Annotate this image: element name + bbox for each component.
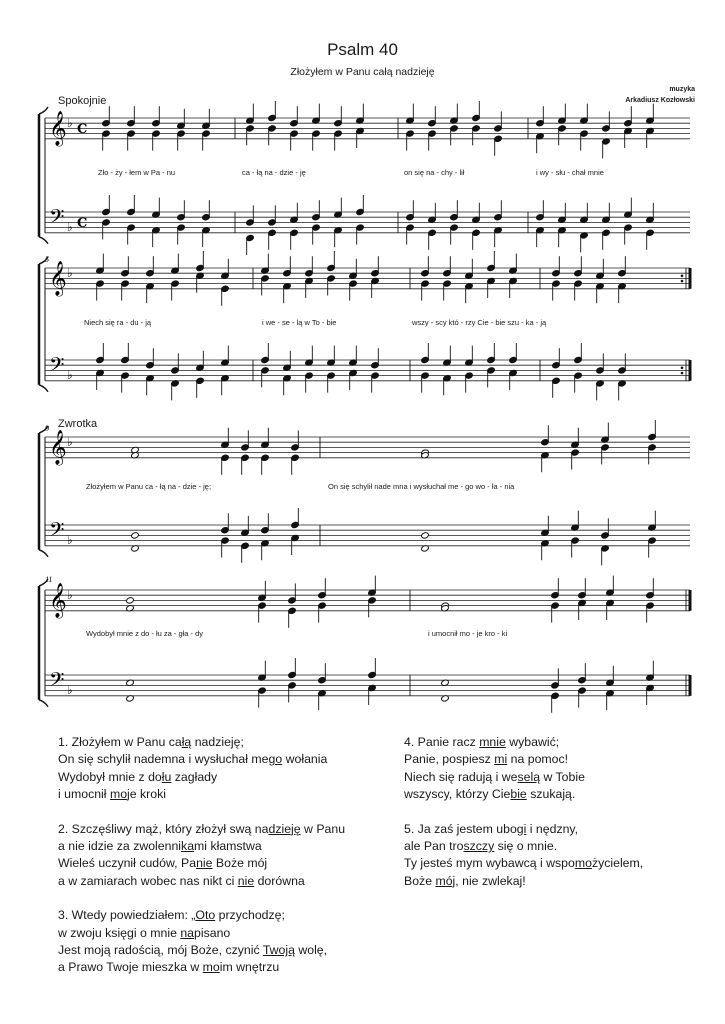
- verse-1: [58, 734, 345, 804]
- verse-text: Wieleś uczynił cudów, Pa: [58, 856, 197, 871]
- verse-line: [58, 959, 345, 976]
- verse-text: życielem,: [591, 856, 644, 871]
- verse-text: wołania: [282, 752, 328, 767]
- verse-line: [58, 734, 345, 751]
- verse-text: Niech się radują i we: [404, 769, 518, 784]
- verse-text: Ty jesteś mym wybawcą i wspo: [404, 856, 575, 871]
- lyrics-m2: ca - łą na - dzie - ję: [242, 168, 306, 177]
- verse-text: się o mnie.: [494, 839, 558, 854]
- verse-line: [58, 873, 345, 890]
- verse-line: [404, 821, 643, 838]
- verse-text: 4. Panie racz: [404, 735, 480, 749]
- stressed-syllable: szczy: [463, 839, 495, 854]
- repeat-dot: [681, 280, 684, 283]
- verse-text: a Prawo Twoje mieszka w: [58, 960, 203, 975]
- lyrics-m9: Złożyłem w Panu ca - łą na - dzie - ję;: [86, 482, 212, 491]
- lyrics-m10: On się schylił nade mna i wysłuchał me - go wo - ła - nia: [328, 482, 515, 491]
- verse-text: 2. Szczęśliwy mąż, który złożył swą na: [58, 821, 269, 836]
- verse-text: wolę,: [294, 943, 328, 958]
- verse-text: zagłady: [171, 769, 218, 784]
- score-system: [39, 101, 690, 255]
- verse-4: [404, 734, 643, 804]
- flat-icon: ♭: [67, 588, 73, 602]
- flat-icon: ♭: [67, 683, 73, 697]
- tempo-marking: Spokojnie: [58, 95, 107, 107]
- verse-text: a nie idzie za zwolenni: [58, 839, 182, 854]
- verse-line: [404, 873, 643, 890]
- verse-text: ale Pan tro: [404, 839, 464, 854]
- verse-line: [404, 734, 643, 751]
- verse-2: [58, 821, 345, 891]
- composer-name: Arkadiusz Kozłowski: [625, 97, 695, 104]
- bass-clef-icon: 𝄢: [49, 518, 65, 546]
- treble-clef-icon: 𝄞: [49, 261, 67, 296]
- verses-right-column: [404, 734, 643, 907]
- treble-clef-icon: 𝄞: [49, 430, 67, 465]
- repeat-dot: [681, 275, 684, 278]
- flat-icon: ♭: [67, 220, 73, 234]
- note-head: [126, 597, 135, 604]
- flat-icon: ♭: [67, 266, 73, 280]
- bass-clef-icon: 𝄢: [49, 668, 65, 696]
- page-title: Psalm 40: [327, 40, 398, 59]
- verse-text: i umocnił: [58, 787, 110, 802]
- verse-5: [404, 821, 643, 891]
- verse-text: nadzieję;: [191, 735, 244, 749]
- verse-line: [58, 821, 345, 838]
- time-signature-icon: C: [77, 122, 88, 137]
- verse-text: 5. Ja zaś jestem ubo: [404, 821, 517, 836]
- lyrics-m12: i umocnił mo - je kro - ki: [428, 629, 508, 638]
- verse-line: [58, 942, 345, 959]
- verse-text: mi kłamstwa: [194, 839, 262, 854]
- repeat-dot: [681, 372, 684, 375]
- flat-icon: ♭: [67, 368, 73, 382]
- score-systems: [39, 101, 690, 713]
- measure-number-5: 5: [45, 255, 49, 264]
- stressed-syllable: go: [268, 752, 283, 767]
- lyrics-m6: i we - se - lą w To - bie: [262, 318, 337, 327]
- verse-text: w Tobie: [540, 769, 585, 784]
- verse-line: [404, 786, 643, 803]
- stressed-syllable: mo: [109, 787, 128, 802]
- verse-text: im wnętrzu: [219, 960, 280, 975]
- verse-text: na pomoc!: [507, 752, 569, 767]
- stressed-syllable: łą: [181, 735, 192, 749]
- verse-text: wybawić;: [505, 735, 560, 749]
- stressed-syllable: gi: [516, 821, 527, 836]
- score-system: [39, 576, 690, 713]
- verse-line: [404, 751, 643, 768]
- repeat-dot: [681, 367, 684, 370]
- flat-icon: ♭: [67, 435, 73, 449]
- verse-text: w Panu: [300, 821, 346, 836]
- verse-line: [404, 855, 643, 872]
- treble-clef-icon: 𝄞: [49, 111, 67, 146]
- stressed-syllable: łu: [161, 769, 172, 784]
- stressed-syllable: mój: [435, 873, 456, 888]
- stressed-syllable: mo: [202, 960, 220, 975]
- stressed-syllable: mo: [574, 856, 592, 871]
- verse-text: Jest moją radością, mój Boże, czynić: [58, 943, 263, 958]
- verse-line: [404, 769, 643, 786]
- verse-text: a w zamiarach wobec nas nikt ci: [58, 873, 238, 888]
- section-label: Zwrotka: [58, 418, 98, 430]
- page-subtitle: Złożyłem w Panu całą nadzieję: [290, 66, 435, 78]
- treble-clef-icon: 𝄞: [49, 583, 67, 618]
- verse-text: i nędzny,: [526, 821, 579, 836]
- time-signature-icon: C: [77, 216, 88, 231]
- composer-label: muzyka: [669, 86, 695, 93]
- stressed-syllable: mi: [494, 752, 508, 767]
- verse-line: [58, 751, 345, 768]
- verse-text: szukają.: [526, 787, 576, 802]
- lyrics-m11: Wydobył mnie z do - łu za - gła - dy: [86, 629, 204, 638]
- flat-icon: ♭: [67, 533, 73, 547]
- flat-icon: ♭: [67, 116, 73, 130]
- verse-text: Wydobył mnie z do: [58, 769, 162, 784]
- lyrics-m5: Niech się ra - du - ją: [84, 318, 152, 327]
- lyrics-m7: wszy - scy któ - rzy Cie - bie szu - ka - ją: [412, 318, 547, 327]
- verse-text: pisano: [194, 925, 231, 940]
- score-system: [39, 420, 690, 565]
- verse-text: 3. Wtedy powiedziałem: „: [58, 908, 196, 923]
- stressed-syllable: ka: [181, 839, 195, 854]
- verse-text: 1. Złożyłem w Panu ca: [58, 735, 182, 749]
- verse-text: wszyscy, którzy Cie: [404, 787, 511, 802]
- bracket-hook: [39, 237, 48, 244]
- verse-line: [58, 769, 345, 786]
- verse-line: [58, 855, 345, 872]
- stressed-syllable: nie: [237, 873, 255, 888]
- bracket-hook: [39, 700, 48, 707]
- stressed-syllable: bie: [510, 787, 527, 802]
- verse-line: [58, 907, 345, 924]
- stressed-syllable: nie: [196, 856, 213, 871]
- bass-clef-icon: 𝄢: [49, 353, 65, 381]
- measure-number-9: 9: [45, 424, 49, 433]
- verse-text: w zwoju księgi o mnie: [58, 925, 181, 940]
- note-head: [131, 532, 140, 539]
- verse-text: Panie, pospiesz: [404, 752, 495, 767]
- stressed-syllable: selą: [517, 769, 541, 784]
- verse-line: [58, 925, 345, 942]
- note-head: [421, 532, 430, 539]
- lyrics-m1: Zło - ży - łem w Pa - nu: [98, 168, 176, 177]
- bracket-hook: [39, 107, 48, 114]
- verse-text: , nie zwlekaj!: [455, 873, 526, 888]
- bracket-hook: [39, 385, 48, 392]
- verse-text: przychodzę;: [215, 908, 285, 923]
- stressed-syllable: Twoją: [262, 943, 295, 958]
- measure-number-11: 11: [45, 575, 53, 584]
- stressed-syllable: Oto: [195, 908, 216, 923]
- stressed-syllable: mnie: [479, 735, 506, 749]
- verse-line: [404, 838, 643, 855]
- stressed-syllable: dzieję: [268, 821, 301, 836]
- verse-line: [58, 786, 345, 803]
- verse-text: Boże mój: [212, 856, 268, 871]
- bracket-hook: [39, 550, 48, 557]
- verses-left-column: [58, 734, 345, 994]
- lyrics-m3: on się na - chy - lił: [404, 168, 465, 177]
- verse-text: Boże: [404, 873, 436, 888]
- lyrics-m4: i wy - słu - chał mnie: [536, 168, 604, 177]
- verse-text: je kroki: [127, 787, 166, 802]
- stressed-syllable: na: [180, 925, 195, 940]
- verse-text: dorówna: [254, 873, 305, 888]
- verse-text: On się schylił nademna i wysłuchał me: [58, 752, 269, 767]
- bass-clef-icon: 𝄢: [49, 205, 65, 233]
- verse-line: [58, 838, 345, 855]
- verse-3: [58, 907, 345, 977]
